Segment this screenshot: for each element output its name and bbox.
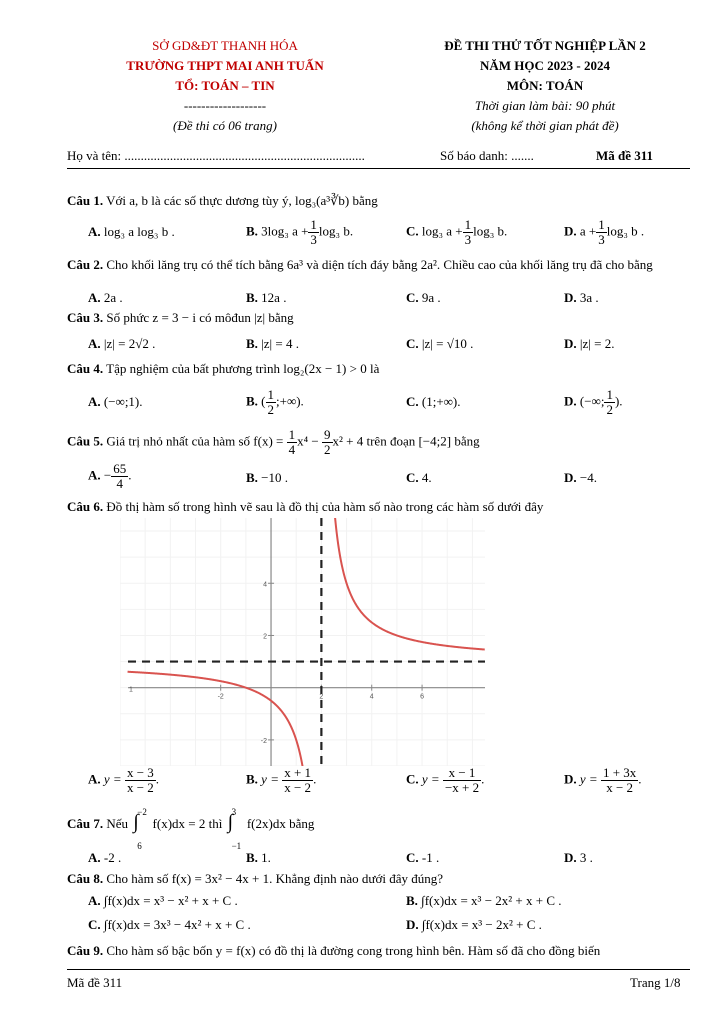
school-year: NĂM HỌC 2023 - 2024 (480, 58, 610, 73)
header-left (60, 36, 390, 136)
q4-option-a[interactable]: A. (−∞;1). (88, 394, 143, 409)
axes (128, 518, 485, 766)
header-divider (67, 168, 690, 169)
y-tick-label: 2 (263, 633, 268, 641)
school-name: TRƯỜNG THPT MAI ANH TUẤN (126, 58, 324, 73)
dept-name: SỞ GD&ĐT THANH HÓA (152, 38, 298, 53)
asymptotes (128, 518, 485, 766)
origin-label: 1 (129, 686, 133, 694)
x-tick-label: 2 (319, 693, 324, 701)
q7-option-c[interactable]: C. -1 . (406, 850, 440, 865)
exam-code: Mã đề 311 (596, 148, 654, 163)
q8-option-a[interactable]: A. ∫f(x)dx = x³ − x² + x + C . (88, 893, 238, 908)
q3-option-d[interactable]: D. |z| = 2. (564, 336, 615, 351)
tick-labels (129, 581, 424, 745)
q-label: Câu 1. (67, 193, 104, 208)
question-2: Câu 2. Cho khối lăng trụ có thể tích bằng 6a³ và diện tích đáy bằng 2a². Chiều cao của khối lăng trụ đã cho bằng (67, 257, 653, 272)
q5-option-d[interactable]: D. −4. (564, 470, 597, 485)
question-6: Câu 6. Đồ thị hàm số trong hình vẽ sau là đồ thị của hàm số nào trong các hàm số dưới đây (67, 499, 544, 514)
grid (120, 518, 485, 766)
y-tick-label: -2 (260, 737, 268, 745)
q2-option-a[interactable]: A. 2a . (88, 290, 123, 305)
question-1 (67, 192, 687, 209)
time-limit: Thời gian làm bài: 90 phút (474, 98, 616, 113)
question-5: Câu 5. Giá trị nhỏ nhất của hàm số f(x) = $\frac{1}{4}$ x⁴ − $\frac{9}{2}$ x² + 4 trên đoạn [−4;2] bằng (67, 427, 480, 457)
q7-option-a[interactable]: A. -2 . (88, 850, 122, 865)
q1-option-c[interactable]: C. log₃ a + $\frac{1}{3}$ log₃ b. (406, 217, 508, 247)
q1-option-d[interactable]: D. a + $\frac{1}{3}$ log₃ b . (564, 217, 645, 247)
q8-option-b[interactable]: B. ∫f(x)dx = x³ − 2x² + x + C . (406, 893, 562, 908)
exam-title: ĐỀ THI THỬ TỐT NGHIỆP LẦN 2 (444, 38, 646, 53)
q7-option-b[interactable]: B. 1. (246, 850, 271, 865)
q8-option-c[interactable]: C. ∫f(x)dx = 3x³ − 4x² + x + C . (88, 917, 251, 932)
subject: MÔN: TOÁN (506, 78, 584, 93)
q2-option-b[interactable]: B. 12a . (246, 290, 287, 305)
time-note: (không kể thời gian phát đề) (471, 118, 619, 133)
q1-option-b[interactable]: B. 3log₃ a + $\frac{1}{3}$ log₃ b. (246, 217, 354, 247)
q2-option-c[interactable]: C. 9a . (406, 290, 441, 305)
q8-option-d[interactable]: D. ∫f(x)dx = x³ − 2x² + C . (406, 917, 542, 932)
header-right (400, 36, 690, 136)
pages-note: (Đề thi có 06 trang) (173, 118, 277, 133)
curve-left-branch (128, 672, 324, 766)
question-3: Câu 3. Số phức z = 3 − i có môđun |z| bằng (67, 310, 294, 325)
footer-page: Trang 1/8 (630, 975, 681, 990)
x-tick-label: 6 (420, 693, 425, 701)
q4-option-b[interactable]: B. ( $\frac{1}{2}$ ;+∞). (246, 387, 304, 417)
question-4: Câu 4. Tập nghiệm của bất phương trình log₂(2x − 1) > 0 là (67, 361, 380, 376)
x-tick-label: 4 (369, 693, 374, 701)
q6-option-a[interactable]: A. y = $\frac{x - 3}{x - 2}$ . (88, 765, 160, 795)
dashes: ------------------- (183, 98, 267, 113)
q3-option-c[interactable]: C. |z| = √10 . (406, 336, 474, 351)
q6-option-c[interactable]: C. y = $\frac{x - 1}{-x + 2}$ . (406, 765, 485, 795)
q4-option-c[interactable]: C. (1;+∞). (406, 394, 461, 409)
q4-option-d[interactable]: D. (−∞; $\frac{1}{2}$ ). (564, 387, 623, 417)
question-7: Câu 7. Nếu −2 ∫ 6 f(x)dx = 2 thì 3 ∫ −1 f(2x)dx bằng (67, 807, 315, 851)
footer-divider (67, 969, 690, 970)
hyperbola-graph (120, 518, 485, 766)
q5-option-a[interactable]: A. − $\frac{65}{4}$ . (88, 461, 132, 491)
question-8: Câu 8. Cho hàm số f(x) = 3x² − 4x + 1. Khẳng định nào dưới đây đúng? (67, 871, 443, 886)
x-tick-label: -2 (217, 693, 224, 701)
q2-option-d[interactable]: D. 3a . (564, 290, 599, 305)
q5-option-b[interactable]: B. −10 . (246, 470, 289, 485)
q-text: Với a, b là các số thực dương tùy ý, log₃(a³∛b) bằng (106, 193, 378, 208)
footer-code: Mã đề 311 (67, 975, 123, 990)
team-name: TỔ: TOÁN – TIN (175, 78, 275, 93)
q3-option-b[interactable]: B. |z| = 4 . (246, 336, 299, 351)
q6-option-b[interactable]: B. y = $\frac{x + 1}{x - 2}$ . (246, 765, 317, 795)
id-field: Số báo danh: ....... (440, 148, 534, 163)
curves (128, 518, 485, 766)
question-9: Câu 9. Cho hàm số bậc bốn y = f(x) có đồ thị là đường cong trong hình bên. Hàm số đã cho đồng biến (67, 943, 601, 958)
q5-option-c[interactable]: C. 4. (406, 470, 432, 485)
q1-option-a[interactable]: A. log₃ a log₃ b . (88, 224, 175, 239)
y-tick-label: 4 (263, 581, 268, 589)
name-field: Họ và tên: .......................................................................... (67, 148, 365, 163)
q3-option-a[interactable]: A. |z| = 2√2 . (88, 336, 156, 351)
q7-option-d[interactable]: D. 3 . (564, 850, 593, 865)
q6-option-d[interactable]: D. y = $\frac{1 + 3x}{x - 2}$ . (564, 765, 642, 795)
